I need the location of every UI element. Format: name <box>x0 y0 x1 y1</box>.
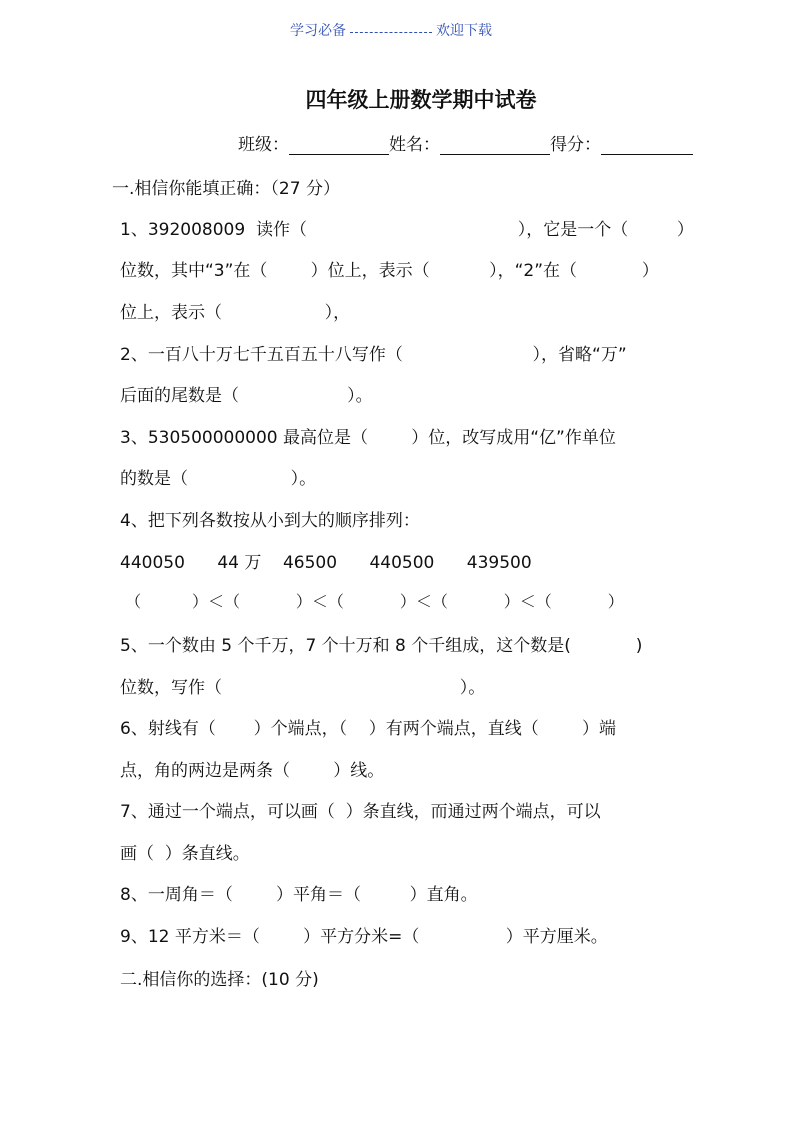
question-line: 位数，其中“3”在（ ）位上，表示（ ），“2”在（ ） <box>120 261 659 281</box>
name-blank <box>440 136 550 155</box>
section-two-heading: 二.相信你的选择：(10 分) <box>120 970 319 990</box>
header-right-text: 欢迎下载 <box>436 23 492 39</box>
name-label: 姓名： <box>389 135 440 155</box>
question-line: 1、392008009 读作（ ），它是一个（ ） <box>120 220 694 240</box>
question-line: 3、530500000000 最高位是（ ）位，改写成用“亿”作单位 <box>120 428 616 448</box>
score-label: 得分： <box>550 135 601 155</box>
page-header <box>290 20 492 40</box>
question-line: 6、射线有（ ）个端点，（ ）有两个端点，直线（ ）端 <box>120 719 616 739</box>
question-line: 440050 44 万 46500 440500 439500 <box>120 553 532 573</box>
question-line: 点，角的两边是两条（ ）线。 <box>120 761 385 781</box>
student-info-line <box>238 130 693 155</box>
question-line: 9、12 平方米＝（ ）平方分米=（ ）平方厘米。 <box>120 927 608 947</box>
question-line: 5、一个数由 5 个千万，7 个十万和 8 个千组成，这个数是( ) <box>120 636 643 656</box>
question-line: 后面的尾数是（ ）。 <box>120 386 373 406</box>
question-line: 7、通过一个端点，可以画（ ）条直线，而通过两个端点，可以 <box>120 802 601 822</box>
section-one-heading: 一.相信你能填正确：（27 分） <box>112 179 340 199</box>
score-blank <box>601 136 693 155</box>
exam-title: 四年级上册数学期中试卷 <box>305 88 537 112</box>
class-label: 班级： <box>238 135 289 155</box>
question-line: 画（ ）条直线。 <box>120 844 250 864</box>
class-blank <box>289 136 389 155</box>
question-line: 的数是（ ）。 <box>120 469 317 489</box>
question-line: 位数，写作（ ）。 <box>120 678 486 698</box>
header-left-text: 学习必备 <box>290 23 346 39</box>
question-line: 4、把下列各数按从小到大的顺序排列： <box>120 511 420 531</box>
question-line: 8、一周角＝（ ）平角＝（ ）直角。 <box>120 885 478 905</box>
question-line: 2、一百八十万七千五百五十八写作（ ），省略“万” <box>120 345 627 365</box>
header-dashed-separator <box>350 32 432 33</box>
question-line: 位上，表示（ ）， <box>120 303 351 323</box>
question-line: （ ）＜（ ）＜（ ）＜（ ）＜（ ） <box>120 592 624 611</box>
